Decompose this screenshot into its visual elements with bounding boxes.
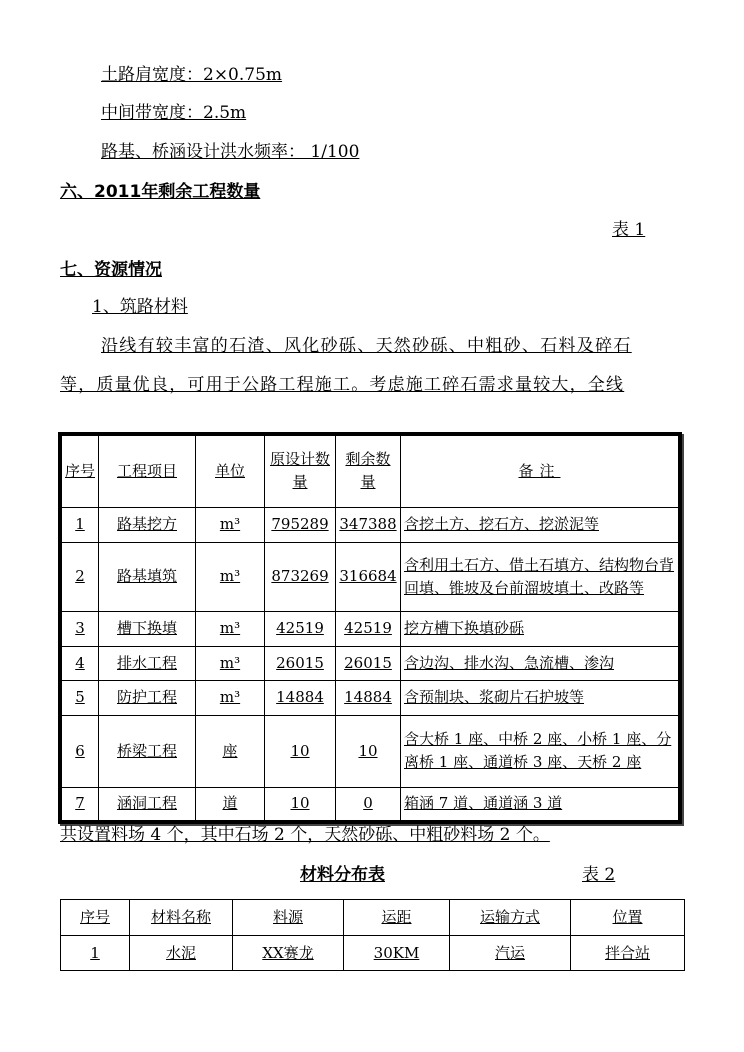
table-cell: 含边沟、排水沟、急流槽、渗沟 xyxy=(404,653,615,672)
table-cell: 涵洞工程 xyxy=(116,794,177,813)
table-cell: 路基填筑 xyxy=(116,567,177,585)
remaining-quantities-table xyxy=(58,432,682,824)
header-cell: 工程项目 xyxy=(116,461,177,480)
table-cell: 含利用土石方、借土石填方、结构物台背回填、锥坡及台前溜坡填土、改路等 xyxy=(404,555,675,597)
table-cell: 路基挖方 xyxy=(116,515,177,533)
table-cell: 873269 xyxy=(271,567,329,585)
median-width: 中间带宽度：2.5m xyxy=(101,103,247,123)
section-6-heading: 六、2011年剩余工程数量 xyxy=(60,182,261,202)
table-row xyxy=(60,542,680,611)
header-cell: 料源 xyxy=(272,908,303,926)
table-cell: 3 xyxy=(75,619,85,637)
subsection-heading: 1、筑路材料 xyxy=(92,297,188,317)
table-header-row xyxy=(61,900,685,936)
table-cell: 5 xyxy=(75,688,85,706)
table-cell: 10 xyxy=(290,741,310,760)
table-cell: 桥梁工程 xyxy=(116,741,177,760)
table-cell: 30KM xyxy=(373,943,420,962)
paragraph-line: 沿线有较丰富的石渣、风化砂砾、天然砂砾、中粗砂、石料及碎石 xyxy=(101,336,632,356)
table-cell: m³ xyxy=(219,567,241,585)
header-cell: 备注 xyxy=(518,461,561,480)
table-cell: 42519 xyxy=(344,619,392,637)
table-row xyxy=(61,936,685,971)
table1-label: 表 1 xyxy=(612,220,646,240)
table-row xyxy=(60,611,680,646)
table-cell: m³ xyxy=(219,653,241,672)
table-cell: 795289 xyxy=(271,515,329,533)
table-cell: m³ xyxy=(219,515,241,533)
table-cell: 42519 xyxy=(276,619,324,637)
table-cell: 拌合站 xyxy=(604,943,650,962)
header-cell: 单位 xyxy=(214,461,245,480)
header-cell: 序号 xyxy=(79,908,110,926)
table-cell: 含预制块、浆砌片石护坡等 xyxy=(404,688,585,706)
table-cell: 2 xyxy=(75,567,85,585)
table-cell: 10 xyxy=(358,741,378,760)
table-cell: 挖方槽下换填砂砾 xyxy=(404,619,525,637)
table-row xyxy=(60,507,680,542)
table-cell: XX赛龙 xyxy=(262,943,314,962)
table-cell: 含挖土方、挖石方、挖淤泥等 xyxy=(404,515,600,533)
header-cell: 运输方式 xyxy=(479,908,540,926)
flood-frequency: 路基、桥涵设计洪水频率： 1/100 xyxy=(101,142,360,162)
header-cell: 序号 xyxy=(65,461,96,480)
table-cell: 4 xyxy=(75,653,85,672)
table-header-row xyxy=(60,434,680,507)
table-cell: 道 xyxy=(222,794,238,813)
material-distribution-table xyxy=(60,899,685,971)
table-row xyxy=(60,787,680,822)
table-cell: 347388 xyxy=(339,515,397,533)
table-cell: 1 xyxy=(90,943,100,962)
table-cell: m³ xyxy=(219,619,241,637)
table-cell: 26015 xyxy=(344,653,392,672)
paragraph-line: 共设置料场 4 个，其中石场 2 个，天然砂砾、中粗砂料场 2 个。 xyxy=(60,825,550,845)
header-cell: 运距 xyxy=(381,908,412,926)
table-cell: 10 xyxy=(290,794,310,813)
table-row xyxy=(60,646,680,680)
table-cell: 箱涵 7 道、通道涵 3 道 xyxy=(404,794,563,813)
header-cell: 剩余数量 xyxy=(345,450,391,492)
table-cell: 防护工程 xyxy=(116,688,177,706)
header-cell: 材料名称 xyxy=(150,908,211,926)
table-cell: 座 xyxy=(222,741,238,760)
table-cell: 14884 xyxy=(344,688,392,706)
table-row xyxy=(60,715,680,787)
section-7-heading: 七、资源情况 xyxy=(60,260,162,280)
table-cell: 1 xyxy=(75,515,85,533)
header-cell: 位置 xyxy=(612,908,643,926)
table-cell: 6 xyxy=(75,741,85,760)
table-cell: 汽运 xyxy=(494,943,525,962)
header-cell: 原设计数量 xyxy=(269,450,330,492)
table-cell: 0 xyxy=(363,794,373,813)
table-row xyxy=(60,680,680,715)
table-cell: 7 xyxy=(75,794,85,813)
table-cell: 槽下换填 xyxy=(116,619,177,637)
table-cell: 排水工程 xyxy=(116,653,177,672)
table-cell: 316684 xyxy=(339,567,397,585)
table2-title: 材料分布表 xyxy=(300,865,385,885)
table2-label: 表 2 xyxy=(582,865,616,885)
table-cell: 26015 xyxy=(276,653,324,672)
table-cell: 14884 xyxy=(276,688,324,706)
table-cell: 水泥 xyxy=(165,943,196,962)
table-cell: m³ xyxy=(219,688,241,706)
shoulder-width: 土路肩宽度：2×0.75m xyxy=(101,65,283,85)
paragraph-line: 等，质量优良，可用于公路工程施工。考虑施工碎石需求量较大，全线 xyxy=(60,375,625,395)
table-cell: 含大桥 1 座、中桥 2 座、小桥 1 座、分离桥 1 座、通道桥 3 座、天桥 2 座 xyxy=(404,730,672,771)
